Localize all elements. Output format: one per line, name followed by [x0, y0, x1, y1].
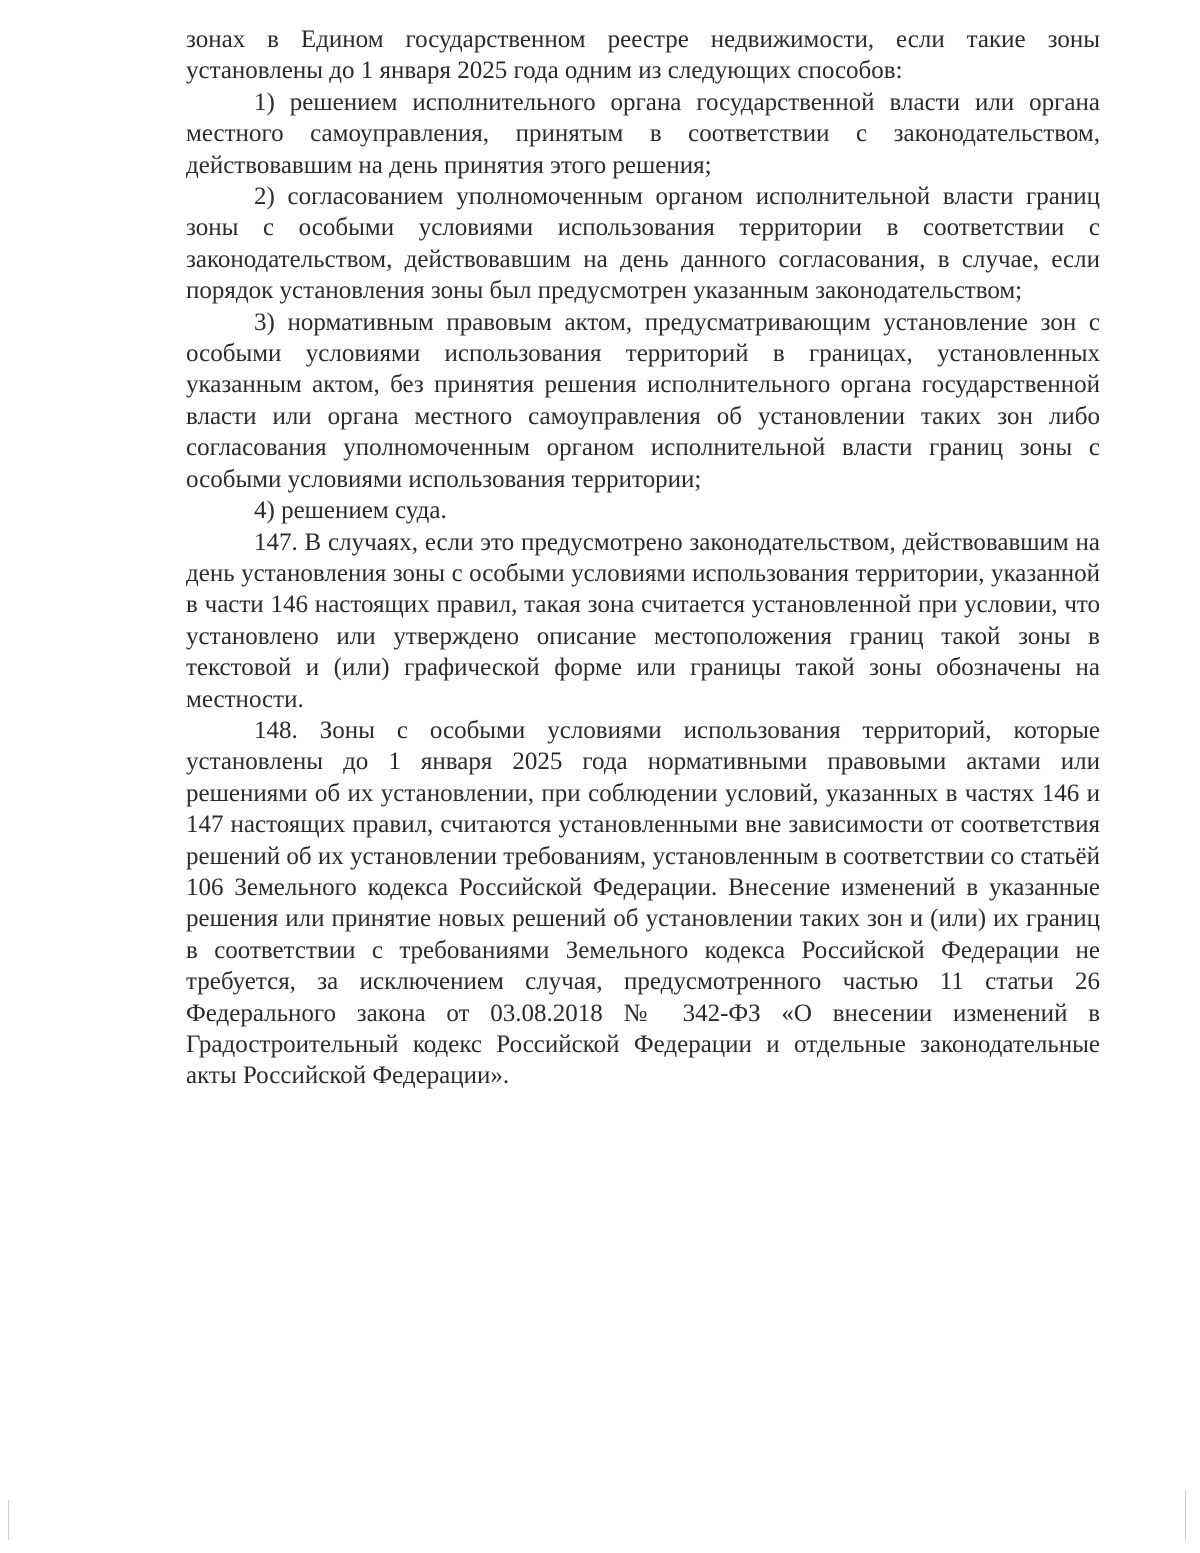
- paragraph-continuation: зонах в Едином государственном реестре недвижимости, если такие зоны установлены до 1 января 2025 года одним из следующих способов:: [186, 26, 1100, 85]
- scan-edge-mark-right: [1185, 1490, 1186, 1540]
- scan-edge-mark-left: [8, 1500, 9, 1540]
- clause-147: 147. В случаях, если это предусмотрено законодательством, действовавшим на день установления зоны с особыми условиями использования территории, указанной в части 146 настоящих правил, такая зона считается установленной при условии, что установлено или утверждено описание местоположения границ такой зоны в текстовой и (или) графической форме или границы такой зоны обозначены на местности.: [186, 528, 1100, 713]
- list-item-3: 3) нормативным правовым актом, предусматривающим установление зон с особыми условиями использования территорий в границах, установленных указанным актом, без принятия решения исполнительного органа государственной власти или органа местного самоуправления об установлении таких зон либо согласования уполномоченным органом исполнительной власти границ зоны с особыми условиями использования территории;: [186, 308, 1100, 493]
- clause-148: 148. Зоны с особыми условиями использования территорий, которые установлены до 1 января 2025 года нормативными правовыми актами или решениями об их установлении, при соблюдении условий, указанных в частях 146 и 147 настоящих правил, считаются установленными вне зависимости от соответствия решений об их установлении требованиям, установленным в соответствии со статьёй 106 Земельного кодекса Российской Федерации. Внесение изменений в указанные решения или принятие новых решений об установлении таких зон и (или) их границ в соответствии с требованиями Земельного кодекса Российской Федерации не требуется, за исключением случая, предусмотренного частью 11 статьи 26 Федерального закона от 03.08.2018 № 342-ФЗ «О внесении изменений в Градостроительный кодекс Российской Федерации и отдельные законодательные акты Российской Федерации».: [186, 716, 1100, 1090]
- list-item-4: 4) решением суда.: [254, 497, 447, 525]
- document-page: [186, 24, 1100, 1092]
- list-item-1: 1) решением исполнительного органа государственной власти или органа местного самоуправления, принятым в соответствии с законодательством, действовавшим на день принятия этого решения;: [186, 88, 1100, 179]
- list-item-2: 2) согласованием уполномоченным органом исполнительной власти границ зоны с особыми условиями использования территории в соответствии с законодательством, действовавшим на день данного согласования, в случае, если порядок установления зоны был предусмотрен указанным законодательством;: [186, 183, 1100, 305]
